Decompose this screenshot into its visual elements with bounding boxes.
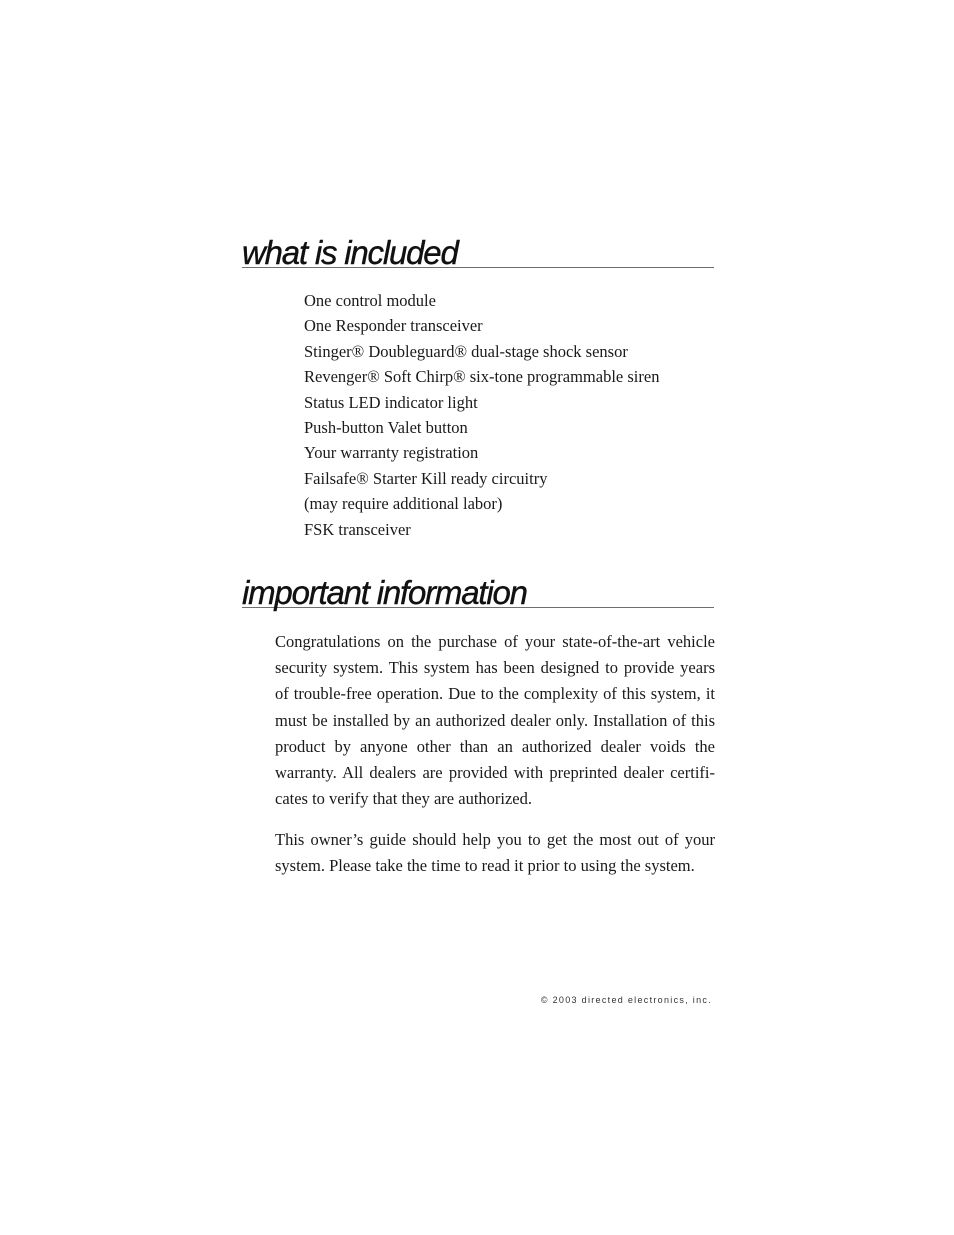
list-item: Stinger® Doubleguard® dual-stage shock sensor [304, 341, 628, 361]
list-item: Your warranty registration [304, 443, 479, 463]
body-paragraph: This owner’s guide should help you to get the most out of your system. Please take the time to read it prior to using the system. [275, 830, 715, 876]
list-item: Revenger® Soft Chirp® six-tone programmable siren [304, 367, 660, 387]
included-items-list [304, 288, 659, 542]
section-heading-important-information [242, 573, 714, 611]
list-item: FSK transceiver [304, 519, 411, 539]
list-item: One Responder transceiver [304, 316, 483, 336]
section-title: what is included [242, 234, 458, 271]
list-item: Status LED indicator light [304, 392, 478, 412]
list-item: Failsafe® Starter Kill ready circuitry [304, 468, 548, 488]
section-heading-what-is-included [242, 233, 714, 271]
body-paragraph: Congratulations on the purchase of your state-of-the-art vehicle security system. This system has been designed to provide years of trouble-free operation. Due to the complexity of this system, it must be installed by an authorized dealer only. Installation of this product by anyone other than an authorized dealer voids the warranty. All dealers are provided with preprinted dealer certificates to verify that they are authorized. [275, 632, 715, 809]
copyright-notice: © 2003 directed electronics, inc. [540, 995, 712, 1005]
list-item: One control module [304, 291, 436, 310]
list-item: Push-button Valet button [304, 418, 468, 438]
section-title: important information [242, 574, 527, 611]
list-item: (may require additional labor) [304, 494, 503, 514]
